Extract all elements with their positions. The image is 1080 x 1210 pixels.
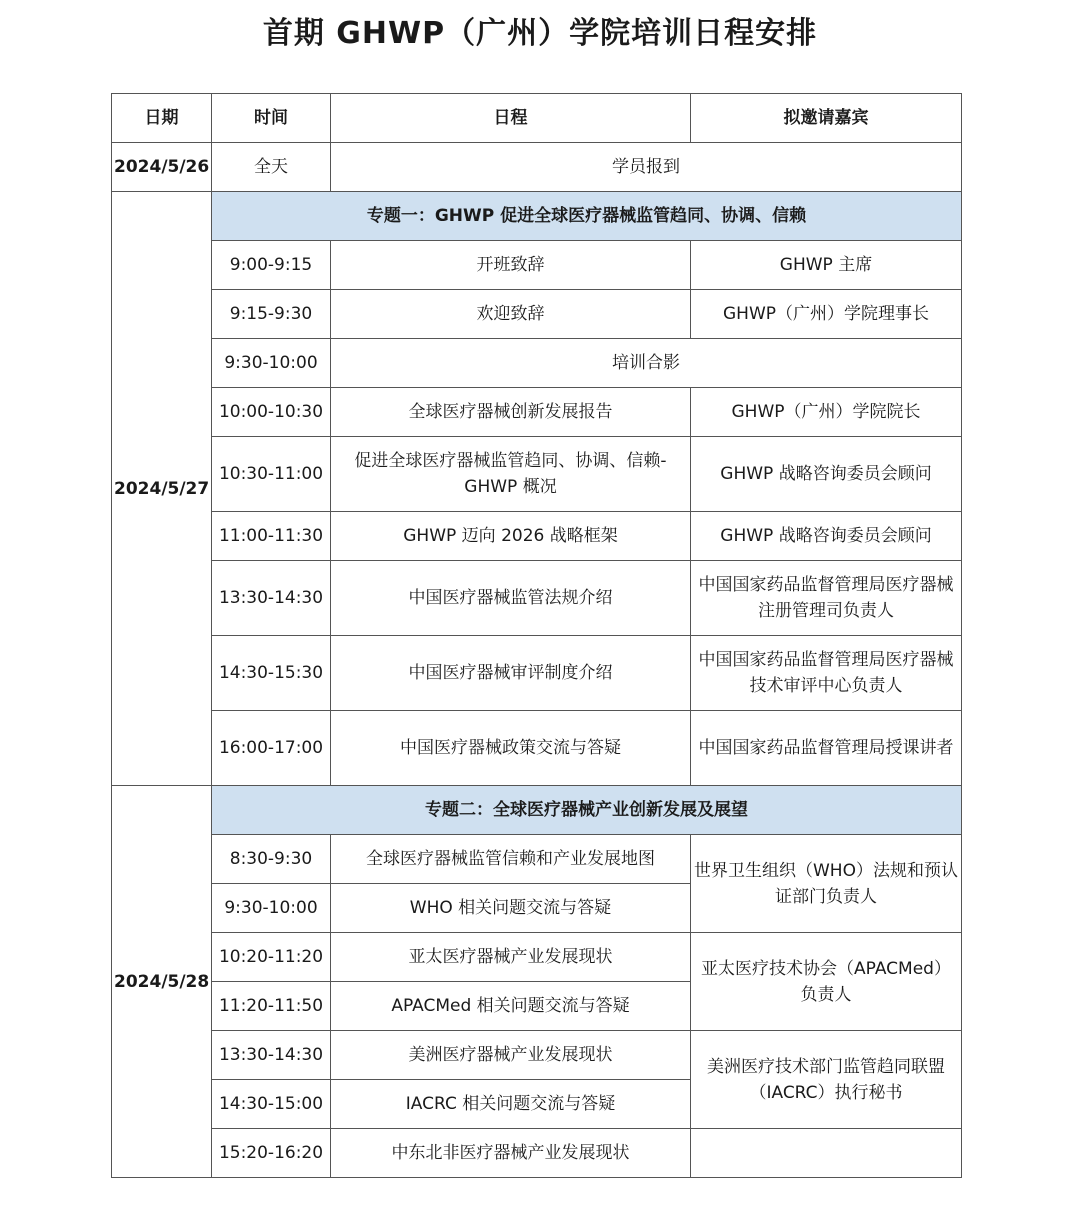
time-cell: 全天	[212, 143, 331, 192]
time-cell: 13:30-14:30	[212, 1031, 331, 1080]
time-cell: 11:00-11:30	[212, 512, 331, 561]
guest-cell: GHWP 战略咨询委员会顾问	[691, 512, 962, 561]
agenda-cell: GHWP 迈向 2026 战略框架	[331, 512, 691, 561]
agenda-cell: IACRC 相关问题交流与答疑	[331, 1080, 691, 1129]
table-row	[112, 290, 962, 339]
guest-cell: 中国国家药品监督管理局授课讲者	[691, 711, 962, 786]
guest-cell: GHWP 战略咨询委员会顾问	[691, 437, 962, 512]
time-cell: 16:00-17:00	[212, 711, 331, 786]
page-title: 首期 GHWP（广州）学院培训日程安排	[262, 16, 818, 51]
table-row	[112, 339, 962, 388]
guest-cell: GHWP（广州）学院院长	[691, 388, 962, 437]
agenda-cell: 中国医疗器械审评制度介绍	[331, 636, 691, 711]
table-row	[112, 711, 962, 786]
guest-cell: GHWP 主席	[691, 241, 962, 290]
agenda-cell: 亚太医疗器械产业发展现状	[331, 933, 691, 982]
agenda-cell: 开班致辞	[331, 241, 691, 290]
table-row	[112, 437, 962, 512]
time-cell: 10:30-11:00	[212, 437, 331, 512]
time-cell: 10:20-11:20	[212, 933, 331, 982]
agenda-cell: 中东北非医疗器械产业发展现状	[331, 1129, 691, 1178]
guest-cell: 美洲医疗技术部门监管趋同联盟（IACRC）执行秘书	[691, 1031, 962, 1129]
table-row	[112, 561, 962, 636]
table-row	[112, 1031, 962, 1080]
agenda-cell: 中国医疗器械监管法规介绍	[331, 561, 691, 636]
date-cell: 2024/5/27	[112, 192, 212, 786]
header-date: 日期	[112, 94, 212, 143]
agenda-cell: 促进全球医疗器械监管趋同、协调、信赖-GHWP 概况	[331, 437, 691, 512]
topic-banner: 专题一：GHWP 促进全球医疗器械监管趋同、协调、信赖	[212, 192, 962, 241]
table-row	[112, 143, 962, 192]
guest-cell: 亚太医疗技术协会（APACMed）负责人	[691, 933, 962, 1031]
time-cell: 14:30-15:30	[212, 636, 331, 711]
table-row	[112, 636, 962, 711]
time-cell: 9:00-9:15	[212, 241, 331, 290]
date-cell: 2024/5/26	[112, 143, 212, 192]
header-agenda: 日程	[331, 94, 691, 143]
guest-cell: 中国国家药品监督管理局医疗器械技术审评中心负责人	[691, 636, 962, 711]
guest-cell: 世界卫生组织（WHO）法规和预认证部门负责人	[691, 835, 962, 933]
header-guest: 拟邀请嘉宾	[691, 94, 962, 143]
agenda-cell: 欢迎致辞	[331, 290, 691, 339]
guest-cell	[691, 1129, 962, 1178]
table-row	[112, 241, 962, 290]
time-cell: 15:20-16:20	[212, 1129, 331, 1178]
header-time: 时间	[212, 94, 331, 143]
agenda-cell: 全球医疗器械创新发展报告	[331, 388, 691, 437]
time-cell: 9:30-10:00	[212, 884, 331, 933]
agenda-cell: 全球医疗器械监管信赖和产业发展地图	[331, 835, 691, 884]
table-row	[112, 388, 962, 437]
topic-row	[112, 192, 962, 241]
agenda-cell: WHO 相关问题交流与答疑	[331, 884, 691, 933]
table-header-row	[112, 94, 962, 143]
table-row	[112, 1129, 962, 1178]
date-cell: 2024/5/28	[112, 786, 212, 1178]
time-cell: 14:30-15:00	[212, 1080, 331, 1129]
agenda-cell: 培训合影	[331, 339, 962, 388]
agenda-cell: APACMed 相关问题交流与答疑	[331, 982, 691, 1031]
time-cell: 8:30-9:30	[212, 835, 331, 884]
topic-banner: 专题二：全球医疗器械产业创新发展及展望	[212, 786, 962, 835]
time-cell: 10:00-10:30	[212, 388, 331, 437]
agenda-cell: 美洲医疗器械产业发展现状	[331, 1031, 691, 1080]
table-row	[112, 512, 962, 561]
guest-cell: 中国国家药品监督管理局医疗器械注册管理司负责人	[691, 561, 962, 636]
time-cell: 11:20-11:50	[212, 982, 331, 1031]
guest-cell: GHWP（广州）学院理事长	[691, 290, 962, 339]
time-cell: 9:15-9:30	[212, 290, 331, 339]
agenda-cell: 学员报到	[331, 143, 962, 192]
time-cell: 9:30-10:00	[212, 339, 331, 388]
topic-row	[112, 786, 962, 835]
schedule-table	[111, 93, 962, 1178]
time-cell: 13:30-14:30	[212, 561, 331, 636]
agenda-cell: 中国医疗器械政策交流与答疑	[331, 711, 691, 786]
table-row	[112, 835, 962, 884]
table-row	[112, 933, 962, 982]
